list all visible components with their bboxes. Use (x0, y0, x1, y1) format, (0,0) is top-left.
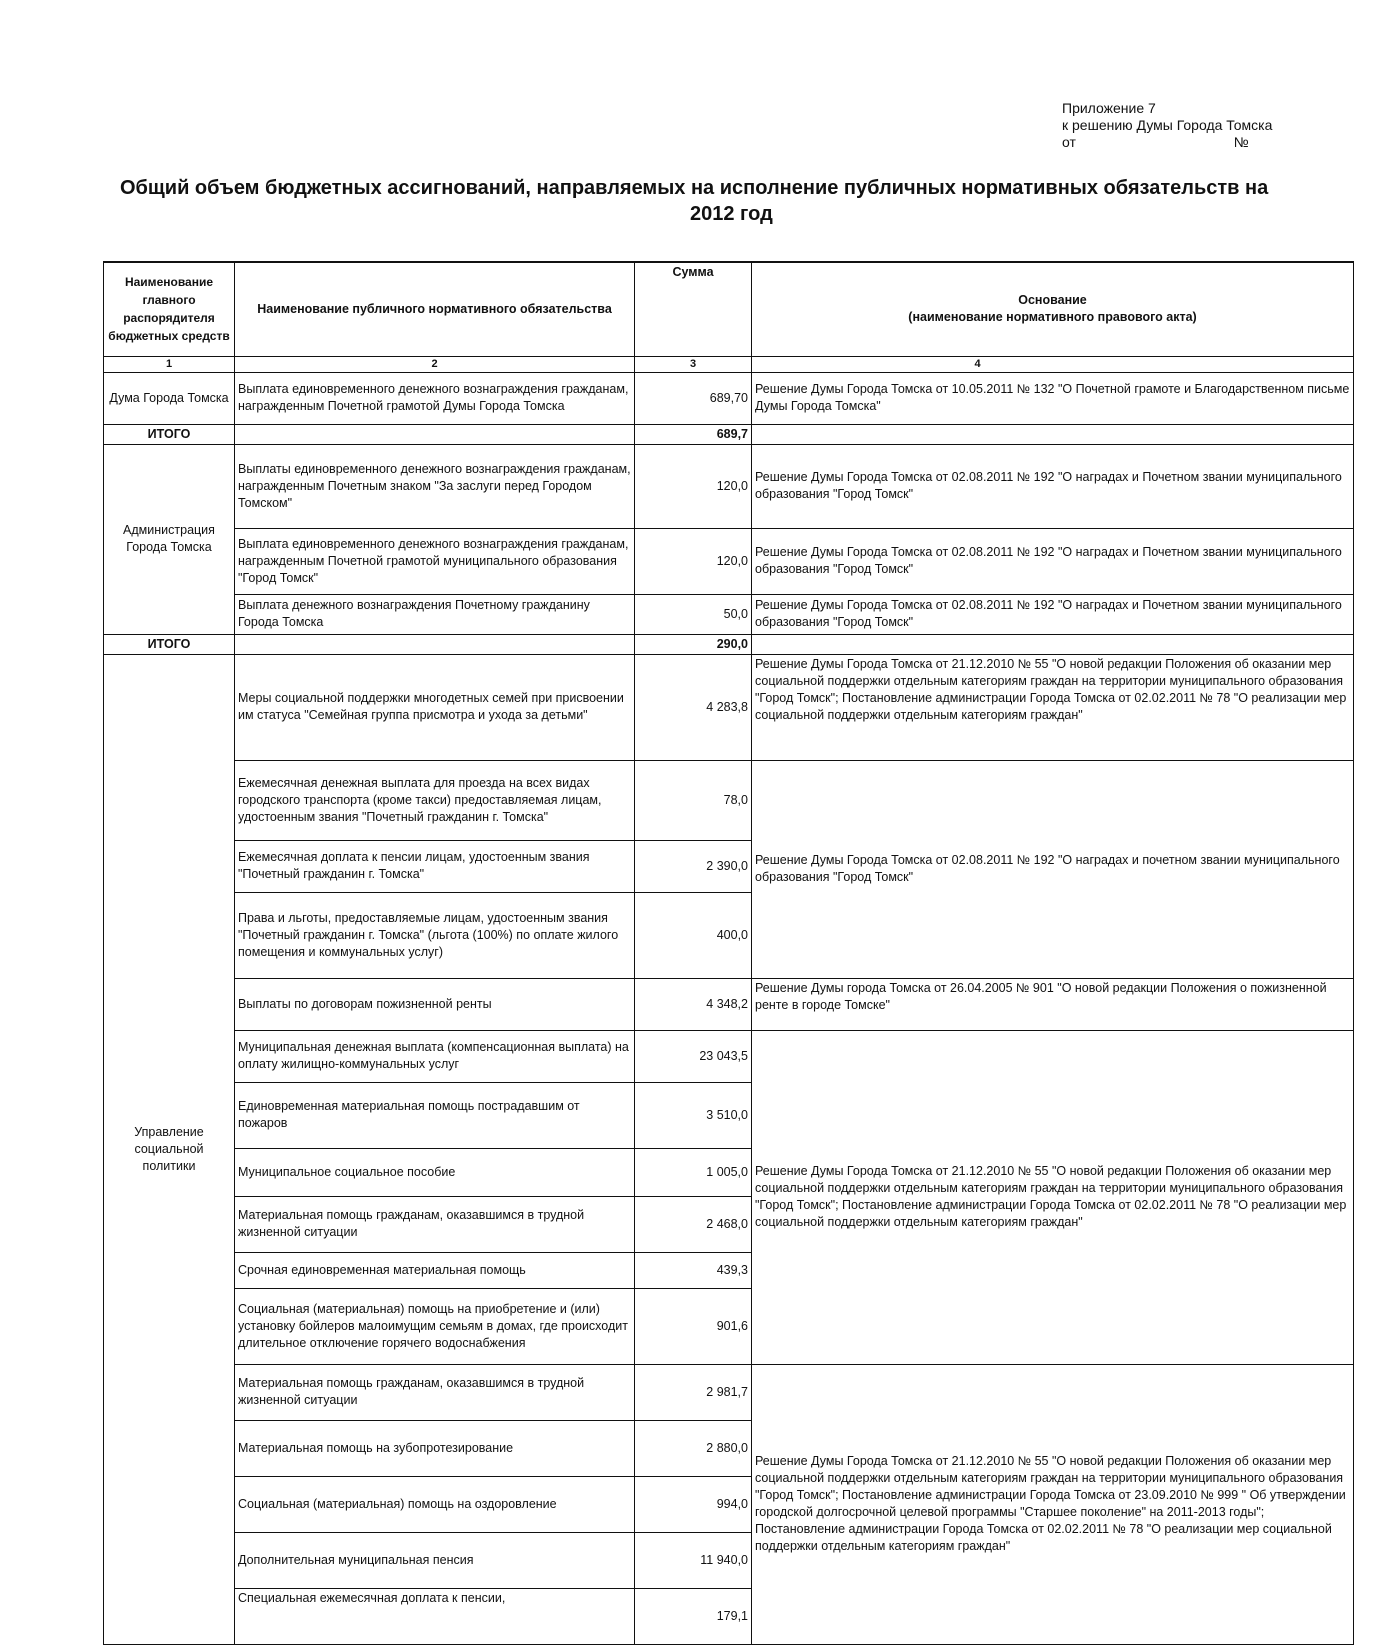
header-col1: Наименование главного распорядителя бюджетных средств (104, 262, 235, 356)
sum-cell: 1 005,0 (635, 1148, 752, 1196)
total-sum: 689,7 (635, 424, 752, 444)
table-row (104, 372, 1354, 424)
sum-cell: 120,0 (635, 528, 752, 594)
obligation-cell: Социальная (материальная) помощь на оздоровление (235, 1476, 635, 1532)
basis-cell: Решение Думы Города Томска от 10.05.2011 № 132 "О Почетной грамоте и Благодарственном письме Думы Города Томска" (752, 372, 1354, 424)
obligation-cell: Срочная единовременная материальная помощь (235, 1252, 635, 1288)
sum-cell: 179,1 (635, 1588, 752, 1644)
obligation-cell: Выплаты единовременного денежного вознаграждения гражданам, награжденным Почетным знаком "За заслуги перед Городом Томском" (235, 444, 635, 528)
sum-cell: 120,0 (635, 444, 752, 528)
obligation-cell: Социальная (материальная) помощь на приобретение и (или) установку бойлеров малоимущим семьям в домах, где происходит длительное отключение горячего водоснабжения (235, 1288, 635, 1364)
obligation-cell: Единовременная материальная помощь пострадавшим от пожаров (235, 1082, 635, 1148)
column-number-row (104, 356, 1354, 372)
basis-cell: Решение Думы Города Томска от 02.08.2011 № 192 "О наградах и почетном звании муниципального образования "Город Томск" (752, 760, 1354, 978)
total-label: ИТОГО (104, 634, 235, 654)
total-empty (235, 634, 635, 654)
obligation-cell: Ежемесячная доплата к пенсии лицам, удостоенным звания "Почетный гражданин г. Томска" (235, 840, 635, 892)
obligation-cell: Права и льготы, предоставляемые лицам, удостоенным звания "Почетный гражданин г. Томска" (льгота (100%) по оплате жилого помещения и коммунальных услуг) (235, 892, 635, 978)
basis-cell: Решение Думы Города Томска от 21.12.2010 № 55 "О новой редакции Положения об оказании мер социальной поддержки отдельным категориям граждан на территории муниципального образования "Город Томск"; Постановление администрации Города Томска от 02.02.2011 № 78 "О реализации мер социальной поддержки отдельным категориям граждан" (752, 1030, 1354, 1364)
table-row (104, 444, 1354, 528)
table-row (104, 1364, 1354, 1420)
appendix-line3 (1062, 134, 1272, 151)
table-header-row (104, 262, 1354, 356)
header-col4-a: Основание (1018, 293, 1087, 308)
obligation-cell: Выплата единовременного денежного вознаграждения гражданам, награжденным Почетной грамотой Думы Города Томска (235, 372, 635, 424)
distributor-social: Управление социальной политики (104, 654, 235, 1644)
obligation-cell: Выплаты по договорам пожизненной ренты (235, 978, 635, 1030)
sum-cell: 2 880,0 (635, 1420, 752, 1476)
col-number-1: 1 (104, 356, 235, 372)
sum-cell: 439,3 (635, 1252, 752, 1288)
obligation-cell: Выплата денежного вознаграждения Почетному гражданину Города Томска (235, 594, 635, 634)
appendix-note (1062, 100, 1272, 151)
basis-cell: Решение Думы Города Томска от 21.12.2010 № 55 "О новой редакции Положения об оказании мер социальной поддержки отдельным категориям граждан на территории муниципального образования "Город Томск"; Постановление администрации Города Томска от 23.09.2010 № 999 " Об утверждении городской долгосрочной целевой программы "Старшее поколение" на 2011-2013 годы"; Постановление администрации Города Томска от 02.02.2011 № 78 "О реализации мер социальной поддержки отдельным категориям граждан" (752, 1364, 1354, 1644)
total-row (104, 634, 1354, 654)
appendix-line2: к решению Думы Города Томска (1062, 117, 1273, 133)
basis-cell: Решение Думы Города Томска от 02.08.2011 № 192 "О наградах и Почетном звании муниципального образования "Город Томск" (752, 594, 1354, 634)
table-row (104, 528, 1354, 594)
sum-cell: 994,0 (635, 1476, 752, 1532)
col-number-4: 4 (752, 356, 1354, 372)
sum-cell: 2 390,0 (635, 840, 752, 892)
document-title: Общий объем бюджетных ассигнований, направляемых на исполнение публичных нормативных обязательств на (120, 177, 1269, 199)
sum-cell: 2 468,0 (635, 1196, 752, 1252)
obligation-cell: Материальная помощь гражданам, оказавшимся в трудной жизненной ситуации (235, 1196, 635, 1252)
obligations-table (103, 261, 1354, 1645)
total-label: ИТОГО (104, 424, 235, 444)
table-row (104, 654, 1354, 760)
sum-cell: 400,0 (635, 892, 752, 978)
basis-cell: Решение Думы Города Томска от 21.12.2010 № 55 "О новой редакции Положения об оказании мер социальной поддержки отдельным категориям граждан на территории муниципального образования "Город Томск"; Постановление администрации Города Томска от 02.02.2011 № 78 "О реализации мер социальной поддержки отдельным категориям граждан" (752, 654, 1354, 760)
table-row (104, 1030, 1354, 1082)
col-number-2: 2 (235, 356, 635, 372)
table-row (104, 978, 1354, 1030)
obligation-cell: Выплата единовременного денежного вознаграждения гражданам, награжденным Почетной грамотой муниципального образования "Город Томск" (235, 528, 635, 594)
obligation-cell: Муниципальная денежная выплата (компенсационная выплата) на оплату жилищно-коммунальных услуг (235, 1030, 635, 1082)
header-col4-b: (наименование нормативного правового акта) (908, 310, 1197, 325)
sum-cell: 901,6 (635, 1288, 752, 1364)
sum-cell: 4 283,8 (635, 654, 752, 760)
sum-cell: 3 510,0 (635, 1082, 752, 1148)
total-row (104, 424, 1354, 444)
sum-cell: 4 348,2 (635, 978, 752, 1030)
basis-cell: Решение Думы Города Томска от 02.08.2011 № 192 "О наградах и Почетном звании муниципального образования "Город Томск" (752, 528, 1354, 594)
sum-cell: 689,70 (635, 372, 752, 424)
table-row (104, 760, 1354, 840)
obligation-cell: Меры социальной поддержки многодетных семей при присвоении им статуса "Семейная группа присмотра и ухода за детьми" (235, 654, 635, 760)
appendix-line1: Приложение 7 (1062, 100, 1156, 116)
total-empty (235, 424, 635, 444)
obligation-cell: Ежемесячная денежная выплата для проезда на всех видах городского транспорта (кроме такси) предоставляемая лицам, удостоенным звания "Почетный гражданин г. Томска" (235, 760, 635, 840)
header-col3: Сумма (635, 262, 752, 356)
total-empty (752, 424, 1354, 444)
header-col4 (752, 262, 1354, 356)
table-row (104, 594, 1354, 634)
total-empty (752, 634, 1354, 654)
distributor-admin: Администрация Города Томска (104, 444, 235, 634)
obligation-cell: Муниципальное социальное пособие (235, 1148, 635, 1196)
distributor-duma: Дума Города Томска (104, 372, 235, 424)
sum-cell: 78,0 (635, 760, 752, 840)
obligation-cell: Дополнительная муниципальная пенсия (235, 1532, 635, 1588)
appendix-from: от (1062, 134, 1076, 150)
basis-cell: Решение Думы Города Томска от 02.08.2011 № 192 "О наградах и Почетном звании муниципального образования "Город Томск" (752, 444, 1354, 528)
document-title-year: 2012 год (690, 203, 773, 225)
sum-cell: 2 981,7 (635, 1364, 752, 1420)
appendix-no: № (1233, 134, 1249, 150)
total-sum: 290,0 (635, 634, 752, 654)
sum-cell: 11 940,0 (635, 1532, 752, 1588)
obligation-cell: Материальная помощь гражданам, оказавшимся в трудной жизненной ситуации (235, 1364, 635, 1420)
basis-cell: Решение Думы города Томска от 26.04.2005 № 901 "О новой редакции Положения о пожизненной ренте в городе Томске" (752, 978, 1354, 1030)
obligation-cell: Специальная ежемесячная доплата к пенсии, (235, 1588, 635, 1644)
sum-cell: 23 043,5 (635, 1030, 752, 1082)
header-col2: Наименование публичного нормативного обязательства (235, 262, 635, 356)
col-number-3: 3 (635, 356, 752, 372)
sum-cell: 50,0 (635, 594, 752, 634)
obligation-cell: Материальная помощь на зубопротезирование (235, 1420, 635, 1476)
